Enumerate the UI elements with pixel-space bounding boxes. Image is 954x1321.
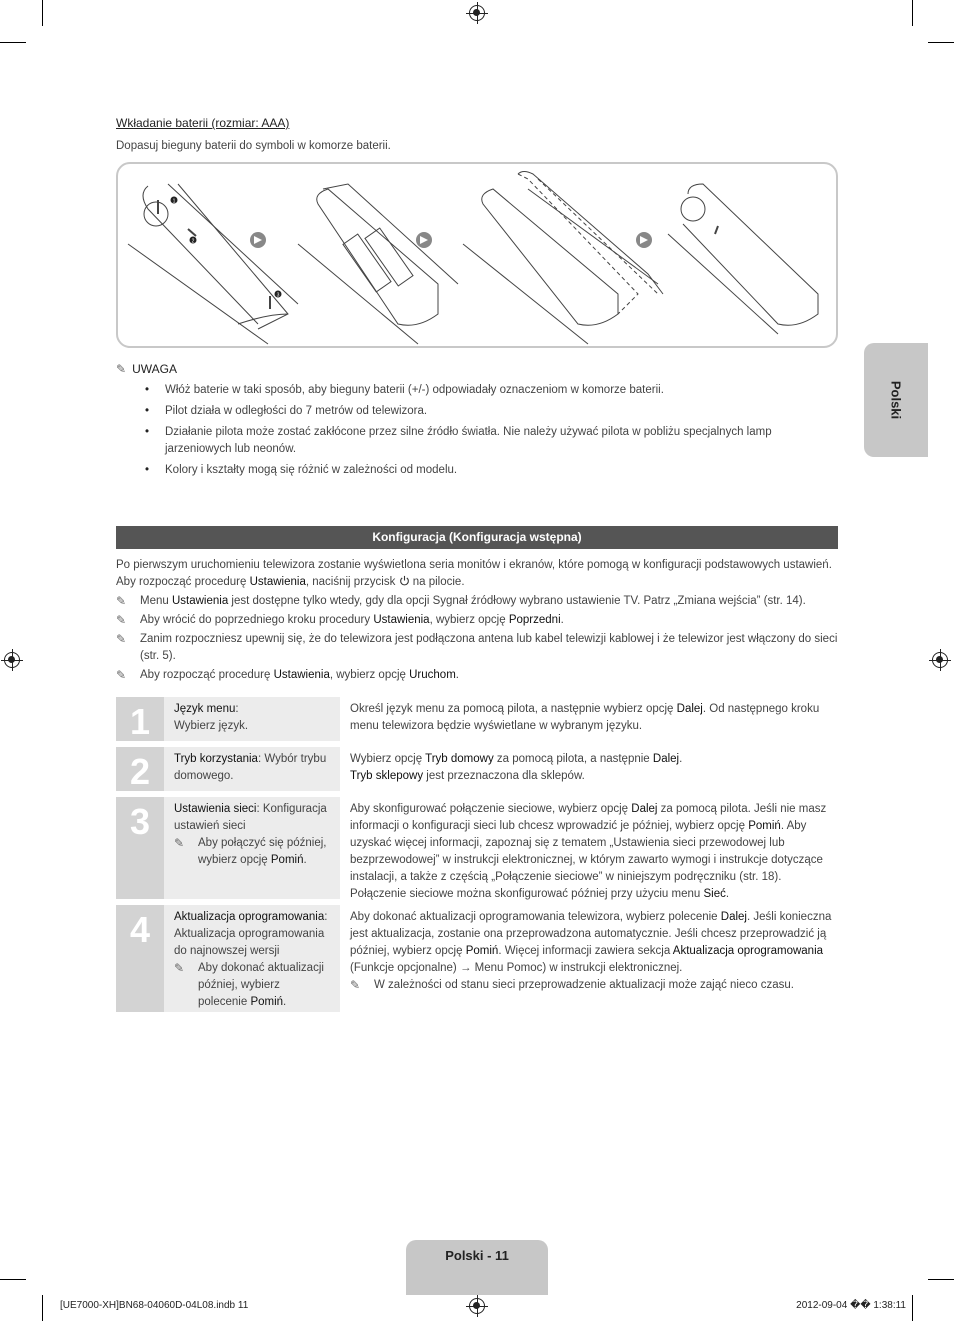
note-pencil-icon: ✎: [350, 978, 361, 992]
crop-mark: [928, 42, 954, 43]
note-pencil-icon: ✎: [116, 594, 127, 608]
registration-mark-icon: [932, 652, 948, 668]
remote-back-panel-1: [128, 184, 298, 344]
language-side-tab-label: Polski: [888, 380, 904, 420]
intro-text: , naciśnij przycisk: [305, 576, 399, 588]
step-title: Tryb korzystania: [174, 753, 258, 765]
setup-step: [116, 747, 838, 791]
intro-text: Po pierwszym uruchomieniu telewizora zostanie wyświetlona seria monitów i ekranów, które pomogą w konfiguracji podstawowych ustawień. Aby rozpocząć procedurę: [116, 559, 832, 588]
next-arrow-icon: [416, 232, 432, 248]
setup-step: [116, 905, 838, 1012]
note-pencil-icon: ✎: [174, 836, 185, 850]
intro-emphasis: Ustawienia: [249, 576, 306, 588]
list-item: • Działanie pilota może zostać zakłócone przez silne źródło światła. Nie należy używać pilota w pobliżu specjalnych lamp jarzeniowych lub neonów.: [145, 424, 825, 458]
step-title: Język menu: [174, 703, 236, 715]
crop-mark: [0, 1279, 26, 1280]
step-number: 1: [116, 697, 164, 741]
step-title: Aktualizacja oprogramowania: [174, 911, 325, 923]
power-icon: [399, 575, 410, 586]
setup-note: ✎ Zanim rozpoczniesz upewnij się, że do telewizora jest podłączona antena lub kabel telewizji kablowej i że telewizor jest włączony do sieci (str. 5).: [116, 632, 838, 662]
setup-note: ✎ Aby rozpocząć procedurę Ustawienia, wybierz opcję Uruchom.: [116, 668, 459, 682]
step-description: Aby dokonać aktualizacji oprogramowania telewizora, wybierz polecenie Dalej. Jeśli konieczna jest aktualizacja, zostanie ona przeprowadzona automatycznie. Jeśli chcesz przeprowadzić ją później, wybierz opcję Pomiń. Więcej informacji zawiera sekcja Aktualizacja oprogramowania (Funkcje opcjonalne) → Menu Pomoc) w instrukcji elektronicznej. ✎ W zależności od stanu sieci przeprowadzenie aktualizacji może zająć nieco czasu.: [350, 905, 838, 1012]
step-number: 3: [116, 797, 164, 899]
battery-description: Dopasuj bieguny baterii do symboli w komorze baterii.: [116, 140, 391, 152]
note-pencil-icon: ✎: [116, 668, 127, 682]
step-title-cell: Ustawienia sieci: Konfiguracja ustawień sieci ✎ Aby połączyć się później, wybierz opcję Pomiń.: [164, 797, 340, 899]
registration-mark-icon: [4, 652, 20, 668]
note-pencil-icon: ✎: [116, 632, 127, 646]
next-arrow-icon: [636, 232, 652, 248]
note-title-text: UWAGA: [132, 362, 177, 376]
step-note: ✎ Aby dokonać aktualizacji później, wybierz polecenie Pomiń.: [174, 961, 324, 1008]
setup-step: [116, 797, 838, 899]
step-description: Aby skonfigurować połączenie sieciowe, wybierz opcję Dalej za pomocą pilota. Jeśli nie masz informacji o konfiguracji sieci lub chcesz wprowadzić je później, wybierz opcję Pomiń. Aby uzyskać więcej informacji, zapoznaj się z tematem „Ustawienia sieci przewodowej lub bezprzewodowej” w instrukcji elektronicznej, w którym zawarto wymogi i instrukcje dotyczące instalacji, a także z częścią „Połączenie sieciowe” w niniejszym podręczniku (str. 18). Połączenie sieciowe można skonfigurować później przy użyciu menu Sieć.: [350, 803, 827, 900]
page-number: Polski - 11: [445, 1248, 509, 1263]
crop-mark: [42, 0, 43, 26]
list-item: • Włóż baterie w taki sposób, aby bieguny baterii (+/-) odpowiadały oznaczeniom w komorze baterii.: [145, 382, 825, 399]
remote-back-panel-4: [668, 184, 818, 334]
language-side-tab: [864, 343, 928, 457]
registration-mark-icon: [469, 1298, 485, 1314]
crop-mark: [42, 1295, 43, 1321]
setup-step: [116, 697, 838, 741]
step-number: 2: [116, 747, 164, 791]
battery-illustration: [116, 162, 838, 348]
battery-illustration-svg: [118, 164, 836, 346]
step-title: Ustawienia sieci: [174, 803, 257, 815]
note-pencil-icon: ✎: [174, 961, 185, 975]
note-pencil-icon: ✎: [116, 362, 127, 376]
crop-mark: [912, 0, 913, 26]
print-file-info: [UE7000-XH]BN68-04060D-04L08.indb 11: [60, 1300, 249, 1311]
crop-mark: [912, 1295, 913, 1321]
registration-mark-icon: [469, 5, 485, 21]
note-bullet-list: [145, 382, 825, 483]
step-note: ✎ Aby połączyć się później, wybierz opcję Pomiń.: [174, 836, 327, 866]
list-item: • Kolory i kształty mogą się różnić w zależności od modelu.: [145, 462, 825, 479]
setup-note: ✎ Aby wrócić do poprzedniego kroku procedury Ustawienia, wybierz opcję Poprzedni.: [116, 613, 564, 627]
print-timestamp: 2012-09-04 �� 1:38:11: [796, 1300, 906, 1311]
step-note: ✎ W zależności od stanu sieci przeprowadzenie aktualizacji może zająć nieco czasu.: [350, 978, 794, 992]
next-arrow-icon: [250, 232, 266, 248]
section-title-bar: Konfiguracja (Konfiguracja wstępna): [116, 526, 838, 549]
remote-back-panel-2: [298, 184, 458, 344]
intro-paragraph: [116, 557, 838, 591]
battery-heading: Wkładanie baterii (rozmiar: AAA): [116, 116, 290, 130]
page-number-tab: [406, 1240, 548, 1295]
setup-note: ✎ Menu Ustawienia jest dostępne tylko wtedy, gdy dla opcji Sygnał źródłowy wybrano ustawienie TV. Patrz „Zmiana wejścia” (str. 14).: [116, 594, 806, 608]
remote-back-panel-3: [463, 172, 663, 345]
step-title-cell: Aktualizacja oprogramowania: Aktualizacja oprogramowania do najnowszej wersji ✎ Aby dokonać aktualizacji później, wybierz polecenie Pomiń.: [164, 905, 340, 1012]
intro-text: na pilocie.: [409, 576, 465, 588]
crop-mark: [0, 42, 26, 43]
step-number: 4: [116, 905, 164, 1012]
note-title: [116, 362, 177, 376]
step-title-cell: Tryb korzystania: Wybór trybu domowego.: [164, 747, 340, 791]
setup-notes: [116, 593, 838, 686]
step-description: Określ język menu za pomocą pilota, a następnie wybierz opcję Dalej. Od następnego kroku menu telewizora będzie wyświetlane w wybranym języku.: [350, 703, 820, 732]
step-marker-2: 2: [191, 238, 195, 245]
step-marker-3: 3: [276, 292, 280, 299]
step-title-cell: Język menu: Wybierz język.: [164, 697, 340, 741]
list-item: • Pilot działa w odległości do 7 metrów od telewizora.: [145, 403, 825, 420]
step-description: Wybierz opcję Tryb domowy za pomocą pilota, a następnie Dalej. Tryb sklepowy jest przeznaczona dla sklepów.: [350, 753, 683, 782]
note-pencil-icon: ✎: [116, 613, 127, 627]
crop-mark: [928, 1279, 954, 1280]
step-marker-1: 1: [172, 198, 176, 205]
step-markers: [171, 197, 282, 299]
